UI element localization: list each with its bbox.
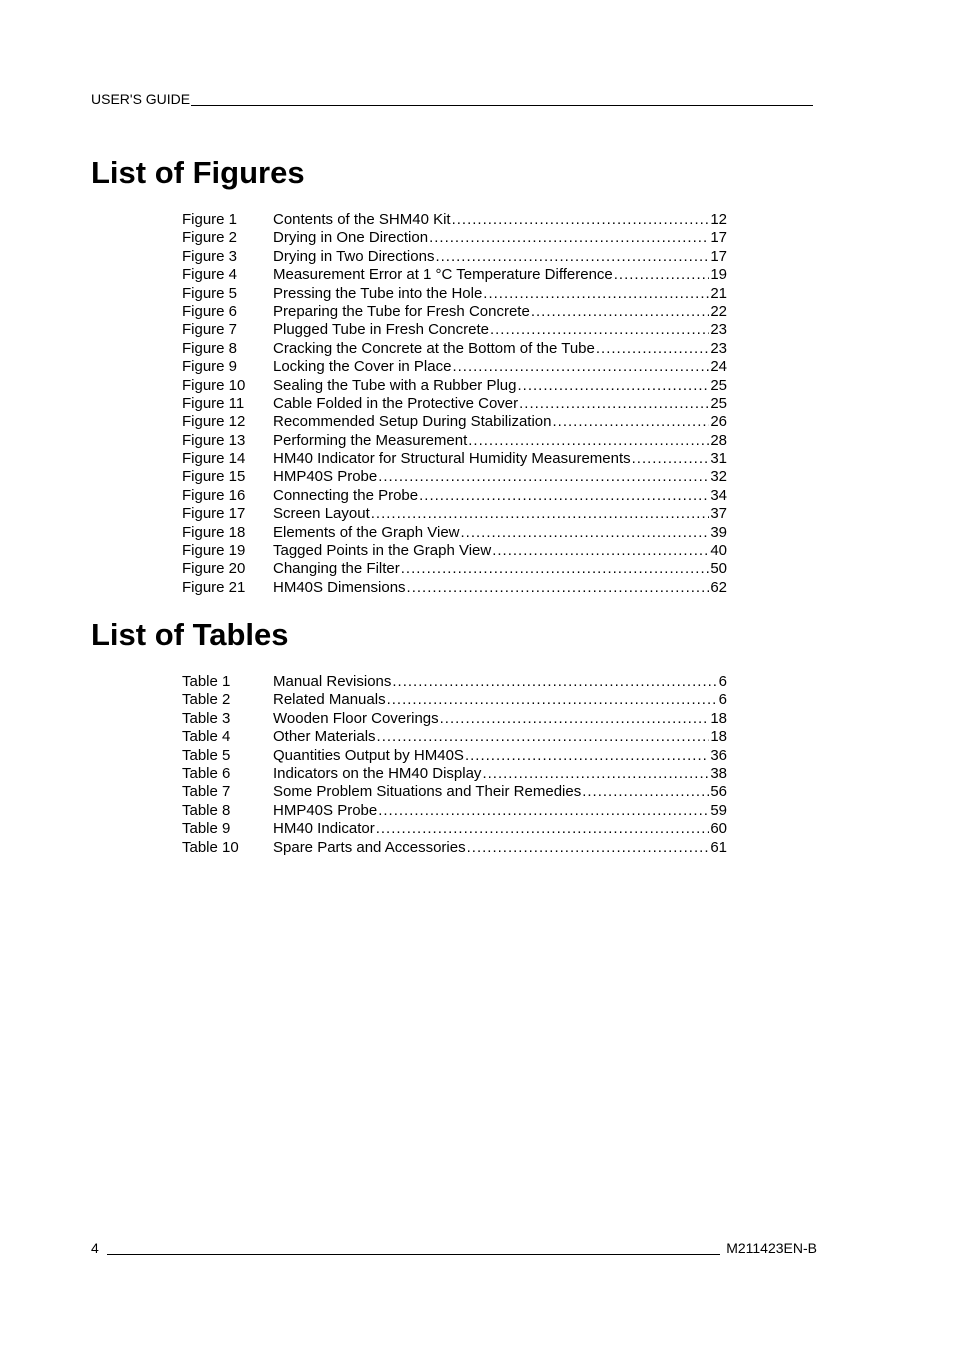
figure-entry-title: Screen Layout bbox=[273, 505, 370, 523]
figure-entry-page: 50 bbox=[710, 560, 727, 578]
figure-entry-label: Figure 8 bbox=[182, 339, 238, 357]
footer-document-code: M211423EN-B bbox=[726, 1240, 817, 1256]
figure-entry-title: Preparing the Tube for Fresh Concrete bbox=[273, 302, 530, 320]
figure-entry-leader bbox=[518, 377, 710, 395]
table-entry[interactable] bbox=[182, 783, 727, 801]
figure-entry-page: 19 bbox=[710, 266, 727, 284]
table-entry-leader bbox=[376, 820, 710, 838]
table-entry-page: 18 bbox=[710, 728, 727, 746]
table-entry-title: Indicators on the HM40 Display bbox=[273, 764, 482, 782]
figure-entry-label: Figure 9 bbox=[182, 358, 238, 376]
figure-entry[interactable] bbox=[182, 505, 727, 523]
table-entry-leader bbox=[387, 691, 718, 709]
figure-entry-page: 40 bbox=[710, 542, 727, 560]
figure-entry-leader bbox=[492, 542, 709, 560]
figure-entry-page: 25 bbox=[710, 376, 727, 394]
table-entry[interactable] bbox=[182, 691, 727, 709]
table-entry-label: Table 10 bbox=[182, 838, 239, 856]
table-entry-page: 38 bbox=[710, 764, 727, 782]
figure-entry-title: Pressing the Tube into the Hole bbox=[273, 284, 483, 302]
figure-entry-page: 28 bbox=[710, 431, 727, 449]
footer-rule bbox=[107, 1254, 720, 1255]
table-entry-leader bbox=[378, 802, 709, 820]
table-entry-label: Table 1 bbox=[182, 673, 231, 690]
table-entry[interactable] bbox=[182, 747, 727, 765]
figure-entry-title: Changing the Filter bbox=[273, 560, 400, 578]
figure-entry[interactable] bbox=[182, 340, 727, 358]
page-header bbox=[91, 91, 813, 108]
figure-entry-page: 21 bbox=[710, 284, 727, 302]
table-entry-leader bbox=[582, 783, 709, 801]
figure-entry-label: Figure 5 bbox=[182, 284, 238, 302]
figure-entry-title: Measurement Error at 1 °C Temperature Difference bbox=[273, 266, 613, 284]
figure-entry-leader bbox=[429, 229, 709, 247]
figure-entry-label: Figure 14 bbox=[182, 450, 246, 468]
page-footer bbox=[91, 1240, 817, 1257]
figure-entry-label: Figure 11 bbox=[182, 394, 245, 412]
table-entry[interactable] bbox=[182, 728, 727, 746]
figure-entry-label: Figure 2 bbox=[182, 229, 238, 247]
table-entry-leader bbox=[392, 673, 717, 691]
figure-entry[interactable] bbox=[182, 395, 727, 413]
header-rule bbox=[191, 105, 813, 106]
figure-entry-leader bbox=[632, 450, 710, 468]
figure-entry-title: Sealing the Tube with a Rubber Plug bbox=[273, 376, 517, 394]
figure-entry-label: Figure 19 bbox=[182, 542, 246, 560]
figure-entry[interactable] bbox=[182, 524, 727, 542]
table-entry-page: 36 bbox=[710, 746, 727, 764]
figure-entry-title: Elements of the Graph View bbox=[273, 523, 460, 541]
figure-entry-title: Connecting the Probe bbox=[273, 486, 419, 504]
figure-entry-title: Drying in Two Directions bbox=[273, 247, 435, 265]
figure-entry-page: 62 bbox=[710, 578, 727, 596]
figure-entry-leader bbox=[483, 285, 709, 303]
figure-entry-title: Performing the Measurement bbox=[273, 431, 468, 449]
figure-entry-title: HM40 Indicator for Structural Humidity Measurements bbox=[273, 450, 631, 468]
figure-entry-page: 25 bbox=[710, 394, 727, 412]
figure-entry[interactable] bbox=[182, 266, 727, 284]
table-entry[interactable] bbox=[182, 673, 727, 691]
figure-entry[interactable] bbox=[182, 413, 727, 431]
table-entry-title: HMP40S Probe bbox=[273, 801, 378, 819]
list-of-tables-title: List of Tables bbox=[91, 617, 289, 652]
table-entry-label: Table 2 bbox=[182, 691, 231, 709]
table-entry-leader bbox=[467, 839, 710, 857]
table-entry-title: Wooden Floor Coverings bbox=[273, 709, 439, 727]
table-entry-title: Other Materials bbox=[273, 728, 376, 746]
table-entry-page: 60 bbox=[710, 820, 727, 838]
table-entry-label: Table 5 bbox=[182, 746, 231, 764]
table-entry-leader bbox=[465, 747, 709, 765]
figure-entry-title: Contents of the SHM40 Kit bbox=[273, 211, 451, 228]
table-entry-label: Table 9 bbox=[182, 820, 231, 838]
figure-entry-title: Drying in One Direction bbox=[273, 229, 429, 247]
table-entry[interactable] bbox=[182, 802, 727, 820]
figure-entry-title: Plugged Tube in Fresh Concrete bbox=[273, 321, 489, 339]
figure-entry-label: Figure 17 bbox=[182, 505, 246, 523]
figure-entry-page: 39 bbox=[710, 523, 727, 541]
figure-entry-label: Figure 13 bbox=[182, 431, 246, 449]
table-entry-title: HM40 Indicator bbox=[273, 820, 375, 838]
figure-entry-leader bbox=[452, 358, 709, 376]
table-entry-label: Table 4 bbox=[182, 728, 231, 746]
table-entry[interactable] bbox=[182, 765, 727, 783]
figure-entry-page: 32 bbox=[710, 468, 727, 486]
figure-entry-page: 12 bbox=[710, 211, 727, 228]
table-entry-leader bbox=[482, 765, 709, 783]
figure-entry-label: Figure 6 bbox=[182, 302, 238, 320]
table-entry-label: Table 7 bbox=[182, 783, 231, 801]
header-label: USER'S GUIDE bbox=[91, 91, 191, 107]
figure-entry[interactable] bbox=[182, 450, 727, 468]
figure-entry-label: Figure 1 bbox=[182, 211, 238, 228]
figure-entry-title: Cracking the Concrete at the Bottom of the Tube bbox=[273, 339, 595, 357]
figure-entry-label: Figure 15 bbox=[182, 468, 246, 486]
table-entry-title: Manual Revisions bbox=[273, 673, 392, 690]
figure-entry[interactable] bbox=[182, 487, 727, 505]
figure-entry[interactable] bbox=[182, 303, 727, 321]
figure-entry-title: Recommended Setup During Stabilization bbox=[273, 413, 552, 431]
table-entry-page: 6 bbox=[718, 673, 727, 690]
figure-entry-page: 26 bbox=[710, 413, 727, 431]
table-entry-label: Table 6 bbox=[182, 764, 231, 782]
figure-entry[interactable] bbox=[182, 560, 727, 578]
figure-entry-leader bbox=[378, 468, 709, 486]
figure-entry[interactable] bbox=[182, 468, 727, 486]
figure-entry-title: Tagged Points in the Graph View bbox=[273, 542, 492, 560]
figure-entry-page: 17 bbox=[710, 247, 727, 265]
figure-entry-leader bbox=[435, 248, 709, 266]
figure-entry-leader bbox=[490, 321, 709, 339]
figures-list bbox=[182, 211, 727, 597]
figure-entry-page: 22 bbox=[710, 302, 727, 320]
figure-entry[interactable] bbox=[182, 542, 727, 560]
figure-entry-page: 34 bbox=[710, 486, 727, 504]
list-of-figures-title: List of Figures bbox=[91, 155, 305, 190]
figure-entry-label: Figure 4 bbox=[182, 266, 238, 284]
figure-entry-leader bbox=[452, 211, 710, 229]
figure-entry-leader bbox=[419, 487, 709, 505]
figure-entry[interactable] bbox=[182, 579, 727, 597]
figure-entry-leader bbox=[553, 413, 710, 431]
figure-entry-leader bbox=[519, 395, 709, 413]
table-entry-title: Related Manuals bbox=[273, 691, 386, 709]
figure-entry-label: Figure 12 bbox=[182, 413, 246, 431]
figure-entry-title: Cable Folded in the Protective Cover bbox=[273, 394, 519, 412]
figure-entry[interactable] bbox=[182, 211, 727, 229]
table-entry-title: Quantities Output by HM40S bbox=[273, 746, 464, 764]
figure-entry-title: HMP40S Probe bbox=[273, 468, 378, 486]
figure-entry-label: Figure 21 bbox=[182, 578, 246, 596]
figure-entry-leader bbox=[596, 340, 709, 358]
figure-entry[interactable] bbox=[182, 285, 727, 303]
footer-page-number: 4 bbox=[91, 1240, 99, 1256]
figure-entry-page: 37 bbox=[710, 505, 727, 523]
figure-entry-label: Figure 3 bbox=[182, 247, 238, 265]
table-entry-page: 6 bbox=[718, 691, 727, 709]
figure-entry-leader bbox=[531, 303, 710, 321]
table-entry[interactable] bbox=[182, 839, 727, 857]
figure-entry[interactable] bbox=[182, 432, 727, 450]
figure-entry[interactable] bbox=[182, 248, 727, 266]
figure-entry-label: Figure 16 bbox=[182, 486, 246, 504]
table-entry-label: Table 8 bbox=[182, 801, 231, 819]
figure-entry-label: Figure 18 bbox=[182, 523, 246, 541]
table-entry-leader bbox=[377, 728, 710, 746]
figure-entry[interactable] bbox=[182, 321, 727, 339]
table-entry[interactable] bbox=[182, 820, 727, 838]
figure-entry-leader bbox=[371, 505, 710, 523]
figure-entry-page: 24 bbox=[710, 358, 727, 376]
figure-entry-leader bbox=[401, 560, 710, 578]
figure-entry-page: 23 bbox=[710, 321, 727, 339]
figure-entry-leader bbox=[614, 266, 710, 284]
figure-entry-label: Figure 10 bbox=[182, 376, 246, 394]
table-entry-page: 61 bbox=[710, 838, 727, 856]
figure-entry[interactable] bbox=[182, 229, 727, 247]
table-entry-title: Spare Parts and Accessories bbox=[273, 838, 466, 856]
figure-entry-leader bbox=[407, 579, 710, 597]
figure-entry-leader bbox=[468, 432, 709, 450]
figure-entry[interactable] bbox=[182, 377, 727, 395]
table-entry-label: Table 3 bbox=[182, 709, 231, 727]
figure-entry-title: Locking the Cover in Place bbox=[273, 358, 452, 376]
table-entry-page: 59 bbox=[710, 801, 727, 819]
figure-entry-leader bbox=[461, 524, 710, 542]
figure-entry-label: Figure 20 bbox=[182, 560, 246, 578]
figure-entry-title: HM40S Dimensions bbox=[273, 578, 406, 596]
table-entry-title: Some Problem Situations and Their Remedies bbox=[273, 783, 582, 801]
figure-entry[interactable] bbox=[182, 358, 727, 376]
table-entry-page: 56 bbox=[710, 783, 727, 801]
table-entry[interactable] bbox=[182, 710, 727, 728]
tables-list bbox=[182, 673, 727, 857]
figure-entry-page: 31 bbox=[710, 450, 727, 468]
table-entry-page: 18 bbox=[710, 709, 727, 727]
figure-entry-page: 23 bbox=[710, 339, 727, 357]
figure-entry-label: Figure 7 bbox=[182, 321, 238, 339]
table-entry-leader bbox=[440, 710, 710, 728]
figure-entry-page: 17 bbox=[710, 229, 727, 247]
